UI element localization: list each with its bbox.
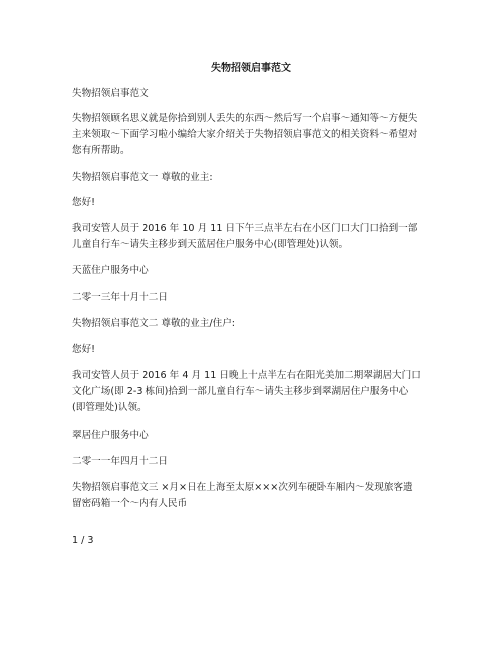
paragraph-example1-body [72,221,438,253]
text-line: 您有所帮助。 [72,145,130,156]
text-line: 失物招领启事范文二 尊敬的业主/住户: [72,318,236,329]
paragraph-date-2 [72,454,438,470]
paragraph-example2-body [72,368,438,416]
text-line: 主来领取～下面学习啦小编给大家介绍关于失物招领启事范文的相关资料～希望对 [72,129,418,140]
text-line: 我司安管人员于 2016 年 10 月 11 日下午三点半左右在小区门口大门口拾到一部 [72,223,418,234]
text-line: 您好! [72,197,96,208]
text-line: 文化广场(即 2-3 栋间)拾到一部儿童自行车～请失主移步到翠湖居住户服务中心 [72,386,409,397]
paragraph-subtitle [72,86,438,102]
text-line: 儿童自行车～请失主移步到天蓝居住户服务中心(即管理处)认领。 [72,239,349,250]
text-line: 您好! [72,344,96,355]
paragraph-signature-2 [72,428,438,444]
paragraph-signature-1 [72,263,438,279]
text-line: 二零一一年四月十二日 [72,456,168,467]
paragraph-example2-heading [72,316,438,332]
document-title: 失物招领启事范文 [211,63,291,74]
text-line: 失物招领顾名思义就是你拾到别人丢失的东西～然后写一个启事～通知等～方便失 [72,113,418,124]
text-line: 翠居住户服务中心 [72,430,149,441]
text-line: 我司安管人员于 2016 年 4 月 11 日晚上十点半左右在阳光美加二期翠湖居大门口 [72,370,421,381]
text-line: 二零一三年十月十二日 [72,292,168,303]
paragraph-greeting-1 [72,195,438,211]
text-line: 天蓝住户服务中心 [72,265,149,276]
text-line: 留密码箱一个～内有人民币 [72,498,188,509]
paragraph-intro [72,111,438,159]
text-line: 失物招领启事范文三 ×月×日在上海至太原×××次列车硬卧车厢内～发现旅客遗 [72,482,413,493]
text-line: (即管理处)认领。 [72,402,147,413]
text-line: 失物招领启事范文 [72,88,149,99]
paragraph-example1-heading [72,170,438,186]
page-indicator: 1 / 3 [72,535,94,546]
paragraph-date-1 [72,290,438,306]
paragraph-example3 [72,480,438,512]
text-line: 失物招领启事范文一 尊敬的业主: [72,172,213,183]
paragraph-greeting-2 [72,342,438,358]
